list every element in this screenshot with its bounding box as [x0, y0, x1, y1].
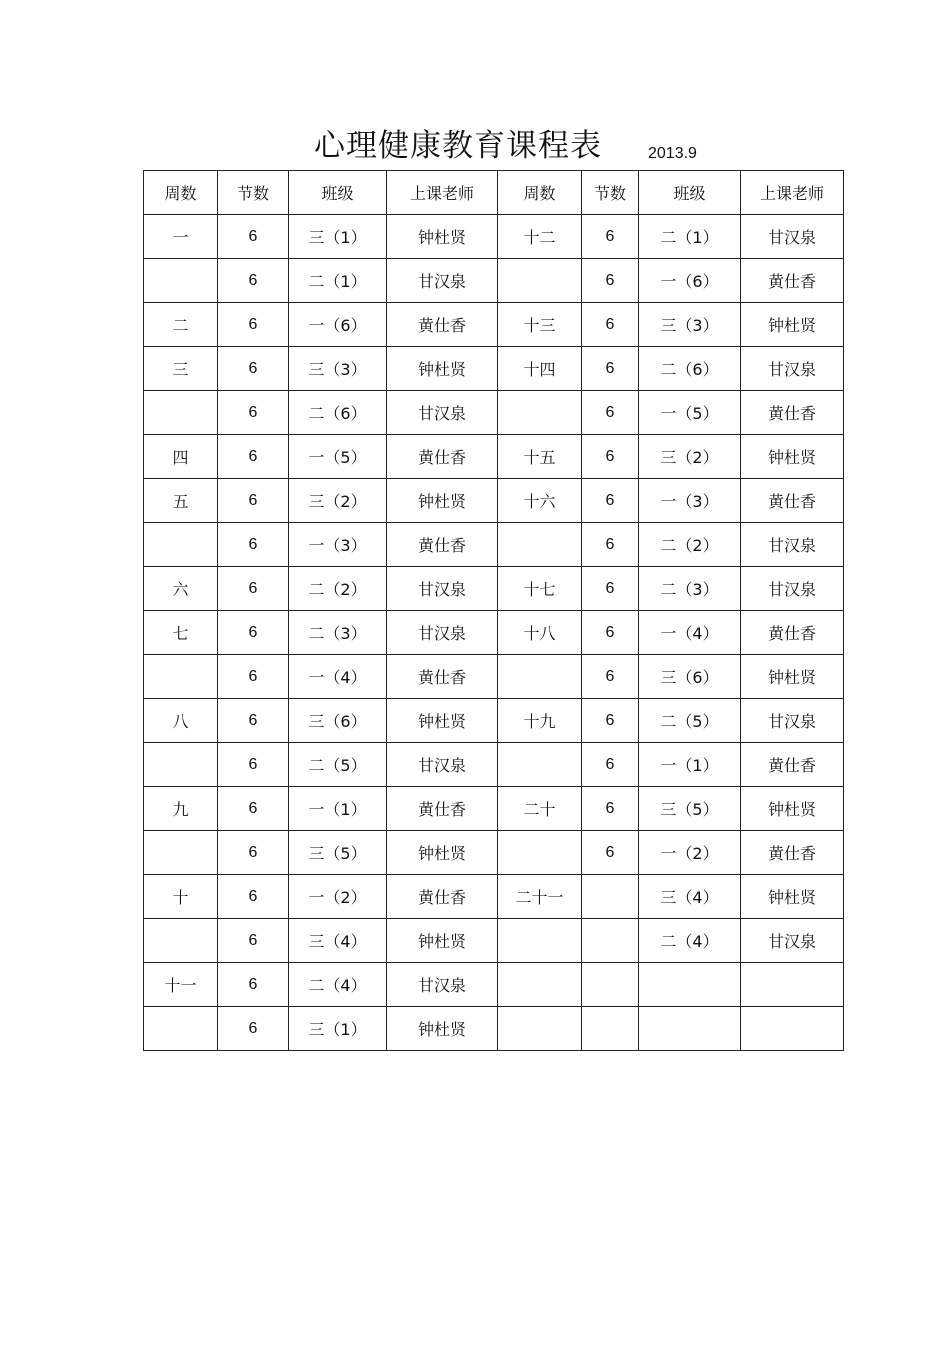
cell-period-right — [582, 875, 639, 919]
cell-period-left: 6 — [218, 259, 289, 303]
cell-class-right: 二（6） — [639, 347, 741, 391]
table-row — [144, 523, 844, 567]
cell-teacher-right: 黄仕香 — [741, 479, 844, 523]
cell-period-left: 6 — [218, 523, 289, 567]
table-row — [144, 1007, 844, 1051]
table-row — [144, 479, 844, 523]
cell-teacher-left: 甘汉泉 — [387, 259, 498, 303]
cell-class-left: 三（1） — [289, 1007, 387, 1051]
cell-teacher-right: 黄仕香 — [741, 831, 844, 875]
cell-period-right: 6 — [582, 831, 639, 875]
cell-week-left — [144, 655, 218, 699]
cell-class-right: 三（2） — [639, 435, 741, 479]
cell-teacher-right: 黄仕香 — [741, 259, 844, 303]
cell-teacher-left: 钟杜贤 — [387, 215, 498, 259]
cell-teacher-right: 甘汉泉 — [741, 215, 844, 259]
table-row — [144, 919, 844, 963]
table-row — [144, 655, 844, 699]
cell-period-right: 6 — [582, 699, 639, 743]
cell-period-left: 6 — [218, 875, 289, 919]
cell-period-right: 6 — [582, 567, 639, 611]
cell-period-left: 6 — [218, 963, 289, 1007]
cell-week-left: 六 — [144, 567, 218, 611]
cell-week-left — [144, 919, 218, 963]
cell-week-right — [498, 391, 582, 435]
cell-teacher-left: 钟杜贤 — [387, 347, 498, 391]
cell-teacher-left: 黄仕香 — [387, 523, 498, 567]
cell-class-right: 一（6） — [639, 259, 741, 303]
table-row — [144, 611, 844, 655]
table-row — [144, 875, 844, 919]
cell-teacher-left: 甘汉泉 — [387, 391, 498, 435]
table-row — [144, 215, 844, 259]
cell-class-right: 三（6） — [639, 655, 741, 699]
cell-period-left: 6 — [218, 831, 289, 875]
date-label: 2013.9 — [648, 145, 697, 162]
table-row — [144, 435, 844, 479]
cell-period-left: 6 — [218, 699, 289, 743]
cell-teacher-right — [741, 1007, 844, 1051]
cell-class-left: 一（6） — [289, 303, 387, 347]
table-row — [144, 259, 844, 303]
cell-class-left: 二（6） — [289, 391, 387, 435]
cell-teacher-left: 黄仕香 — [387, 875, 498, 919]
cell-class-right: 二（5） — [639, 699, 741, 743]
cell-period-left: 6 — [218, 479, 289, 523]
cell-period-left: 6 — [218, 743, 289, 787]
cell-class-left: 二（3） — [289, 611, 387, 655]
table-row — [144, 743, 844, 787]
cell-period-right: 6 — [582, 303, 639, 347]
cell-period-left: 6 — [218, 787, 289, 831]
cell-week-right — [498, 919, 582, 963]
cell-week-left — [144, 391, 218, 435]
cell-class-left: 二（4） — [289, 963, 387, 1007]
cell-period-left: 6 — [218, 1007, 289, 1051]
table-row — [144, 787, 844, 831]
header-week-left: 周数 — [144, 171, 218, 215]
cell-teacher-left: 甘汉泉 — [387, 611, 498, 655]
cell-teacher-left: 黄仕香 — [387, 655, 498, 699]
table-row — [144, 347, 844, 391]
cell-period-left: 6 — [218, 567, 289, 611]
schedule-body — [144, 215, 844, 1051]
cell-teacher-left: 甘汉泉 — [387, 963, 498, 1007]
cell-class-left: 三（2） — [289, 479, 387, 523]
table-row — [144, 963, 844, 1007]
cell-class-left: 三（4） — [289, 919, 387, 963]
header-period-right: 节数 — [582, 171, 639, 215]
cell-class-left: 二（5） — [289, 743, 387, 787]
cell-period-right: 6 — [582, 347, 639, 391]
header-teacher-left: 上课老师 — [387, 171, 498, 215]
cell-period-left: 6 — [218, 347, 289, 391]
cell-period-left: 6 — [218, 215, 289, 259]
cell-teacher-left: 黄仕香 — [387, 787, 498, 831]
cell-teacher-right: 钟杜贤 — [741, 655, 844, 699]
cell-class-right: 二（4） — [639, 919, 741, 963]
cell-period-left: 6 — [218, 303, 289, 347]
cell-teacher-left: 黄仕香 — [387, 435, 498, 479]
cell-class-left: 三（6） — [289, 699, 387, 743]
cell-period-left: 6 — [218, 655, 289, 699]
table-row — [144, 391, 844, 435]
page-title: 心理健康教育课程表 — [314, 128, 602, 164]
cell-teacher-right: 甘汉泉 — [741, 523, 844, 567]
cell-teacher-right — [741, 963, 844, 1007]
cell-week-right — [498, 523, 582, 567]
schedule-table — [143, 170, 844, 1051]
cell-period-left: 6 — [218, 435, 289, 479]
cell-period-right: 6 — [582, 655, 639, 699]
cell-period-right: 6 — [582, 215, 639, 259]
cell-week-left: 七 — [144, 611, 218, 655]
cell-teacher-right: 甘汉泉 — [741, 699, 844, 743]
cell-class-right: 一（3） — [639, 479, 741, 523]
cell-week-right: 十七 — [498, 567, 582, 611]
cell-teacher-left: 钟杜贤 — [387, 1007, 498, 1051]
header-row — [144, 171, 844, 215]
cell-week-right — [498, 963, 582, 1007]
cell-class-left: 三（3） — [289, 347, 387, 391]
cell-period-right: 6 — [582, 479, 639, 523]
cell-teacher-right: 甘汉泉 — [741, 919, 844, 963]
cell-week-right — [498, 655, 582, 699]
cell-class-right: 二（3） — [639, 567, 741, 611]
cell-week-left — [144, 523, 218, 567]
cell-teacher-right: 甘汉泉 — [741, 347, 844, 391]
cell-class-right — [639, 963, 741, 1007]
cell-period-left: 6 — [218, 919, 289, 963]
cell-week-left: 二 — [144, 303, 218, 347]
cell-class-left: 一（3） — [289, 523, 387, 567]
header-week-right: 周数 — [498, 171, 582, 215]
cell-period-right — [582, 1007, 639, 1051]
cell-class-right: 一（2） — [639, 831, 741, 875]
header-class-left: 班级 — [289, 171, 387, 215]
cell-teacher-left: 钟杜贤 — [387, 831, 498, 875]
cell-period-right — [582, 963, 639, 1007]
cell-teacher-right: 钟杜贤 — [741, 435, 844, 479]
cell-week-right: 十五 — [498, 435, 582, 479]
cell-week-right: 十八 — [498, 611, 582, 655]
header-class-right: 班级 — [639, 171, 741, 215]
cell-teacher-left: 甘汉泉 — [387, 567, 498, 611]
cell-class-left: 三（5） — [289, 831, 387, 875]
cell-class-left: 二（2） — [289, 567, 387, 611]
cell-teacher-right: 黄仕香 — [741, 611, 844, 655]
cell-class-left: 一（1） — [289, 787, 387, 831]
cell-teacher-left: 甘汉泉 — [387, 743, 498, 787]
cell-period-right: 6 — [582, 259, 639, 303]
cell-week-left: 一 — [144, 215, 218, 259]
cell-class-left: 一（4） — [289, 655, 387, 699]
cell-teacher-right: 钟杜贤 — [741, 875, 844, 919]
cell-period-right: 6 — [582, 743, 639, 787]
cell-class-right: 三（5） — [639, 787, 741, 831]
header-teacher-right: 上课老师 — [741, 171, 844, 215]
cell-teacher-right: 甘汉泉 — [741, 567, 844, 611]
cell-class-left: 一（5） — [289, 435, 387, 479]
table-row — [144, 567, 844, 611]
cell-period-left: 6 — [218, 611, 289, 655]
header-period-left: 节数 — [218, 171, 289, 215]
cell-week-right — [498, 259, 582, 303]
cell-week-left — [144, 1007, 218, 1051]
cell-class-right: 一（4） — [639, 611, 741, 655]
cell-week-right: 十四 — [498, 347, 582, 391]
cell-week-right: 十二 — [498, 215, 582, 259]
cell-period-right: 6 — [582, 391, 639, 435]
cell-week-left — [144, 259, 218, 303]
table-row — [144, 831, 844, 875]
cell-class-left: 三（1） — [289, 215, 387, 259]
cell-teacher-left: 钟杜贤 — [387, 479, 498, 523]
cell-teacher-left: 钟杜贤 — [387, 699, 498, 743]
cell-week-right — [498, 1007, 582, 1051]
cell-week-left — [144, 743, 218, 787]
cell-week-left — [144, 831, 218, 875]
cell-week-right: 十九 — [498, 699, 582, 743]
cell-teacher-left: 黄仕香 — [387, 303, 498, 347]
cell-week-left: 三 — [144, 347, 218, 391]
cell-class-left: 一（2） — [289, 875, 387, 919]
cell-week-right: 十三 — [498, 303, 582, 347]
cell-class-right: 一（1） — [639, 743, 741, 787]
cell-period-left: 6 — [218, 391, 289, 435]
table-row — [144, 699, 844, 743]
cell-class-right: 三（3） — [639, 303, 741, 347]
cell-week-right — [498, 831, 582, 875]
cell-teacher-left: 钟杜贤 — [387, 919, 498, 963]
cell-period-right: 6 — [582, 523, 639, 567]
cell-teacher-right: 黄仕香 — [741, 391, 844, 435]
cell-teacher-right: 钟杜贤 — [741, 787, 844, 831]
cell-class-right: 二（2） — [639, 523, 741, 567]
cell-class-left: 二（1） — [289, 259, 387, 303]
cell-week-right: 二十一 — [498, 875, 582, 919]
cell-week-left: 四 — [144, 435, 218, 479]
cell-week-left: 九 — [144, 787, 218, 831]
table-row — [144, 303, 844, 347]
cell-class-right: 三（4） — [639, 875, 741, 919]
cell-week-right — [498, 743, 582, 787]
cell-week-right: 二十 — [498, 787, 582, 831]
cell-class-right: 二（1） — [639, 215, 741, 259]
cell-week-left: 十 — [144, 875, 218, 919]
cell-week-left: 五 — [144, 479, 218, 523]
cell-week-left: 八 — [144, 699, 218, 743]
cell-class-right — [639, 1007, 741, 1051]
cell-period-right — [582, 919, 639, 963]
cell-week-left: 十一 — [144, 963, 218, 1007]
cell-period-right: 6 — [582, 435, 639, 479]
cell-period-right: 6 — [582, 787, 639, 831]
cell-class-right: 一（5） — [639, 391, 741, 435]
cell-teacher-right: 黄仕香 — [741, 743, 844, 787]
cell-teacher-right: 钟杜贤 — [741, 303, 844, 347]
cell-period-right: 6 — [582, 611, 639, 655]
cell-week-right: 十六 — [498, 479, 582, 523]
